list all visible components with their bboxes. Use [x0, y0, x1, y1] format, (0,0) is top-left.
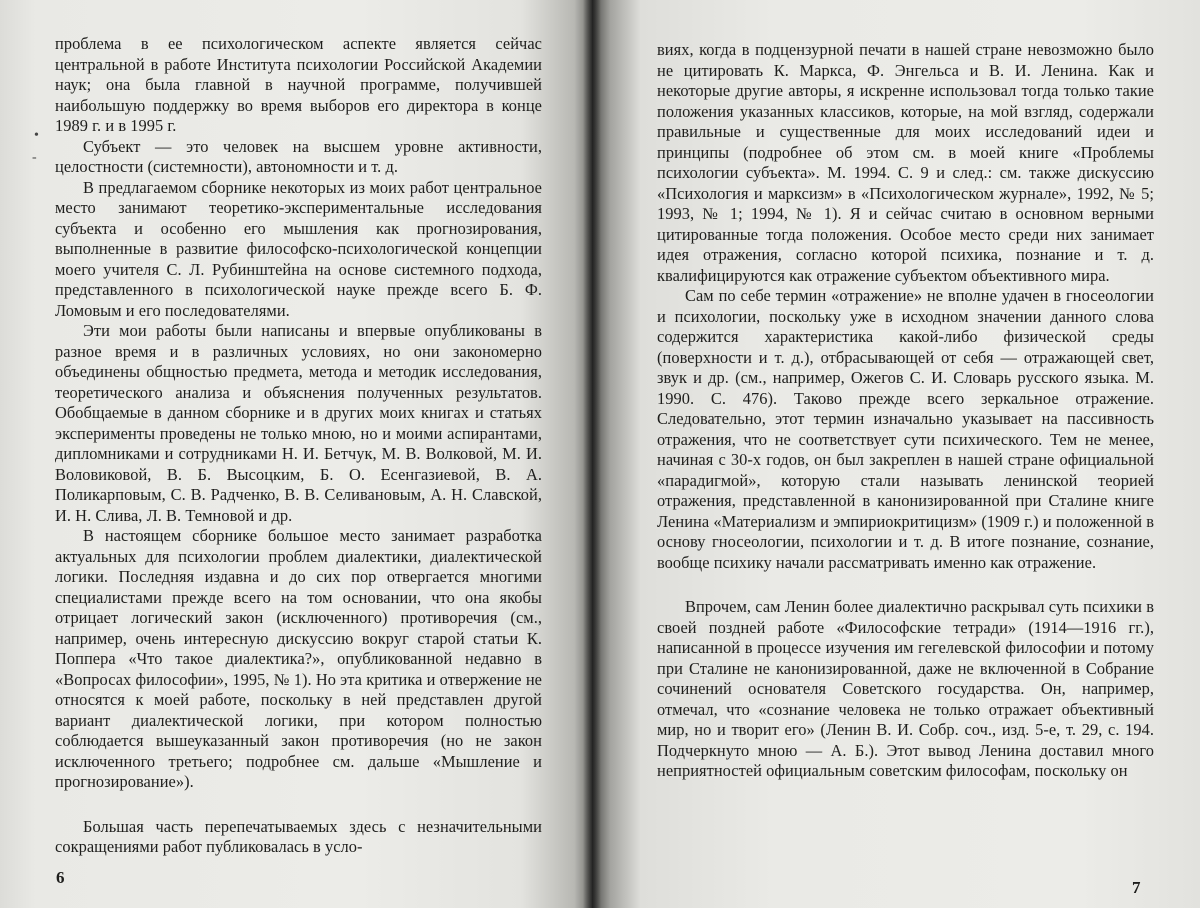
- paragraph: Субъект — это человек на высшем уровне активности, целостности (системности), автономности и т. д.: [55, 136, 542, 176]
- page-number: 6: [56, 868, 65, 887]
- paragraph: Эти мои работы были написаны и впервые опубликованы в разное время и в различных условиях, но они закономерно объединены общностью предмета, метода и методик исследования, теоретического анализа и объяснения полученных результатов. Обобщаемые в данном сборнике и в других моих книгах и статьях эксперименты проведены не только мною, но и моими аспирантами, дипломниками и сотрудниками Н. И. Бетчук, М. В. Волковой, М. И. Воловиковой, В. Б. Высоцким, Б. О. Есенгазиевой, В. А. Поликарповым, С. В. Радченко, В. В. Селивановым, А. Н. Славской, И. Н. Слива, Л. В. Темновой и др.: [55, 321, 542, 525]
- paragraph: Сам по себе термин «отражение» не вполне удачен в гносеологии и психологии, поскольку уже в исходном значении данного слова содержится характеристика какой-либо физической среды (поверхности и т. д.), отбрасывающей от себя — отражающей свет, звук и др. (см., например, Ожегов С. И. Словарь русского языка. М. 1990. С. 476). Таково прежде всего зеркальное отражение. Следовательно, этот термин изначально указывает на пассивность отражения, что не соответствует сути психического. Тем не менее, начиная с 30-х годов, он был закреплен в нашей стране официальной «парадигмой», которую стали называть ленинской теорией отражения, представленной в канонизированной при Сталине книге Ленина «Материализм и эмпириокритицизм» (1909 г.) и положенной в основу гносеологии, психологии и т. д. В итоге познание, сознание, вообще психику начали рассматривать именно как отражение.: [657, 286, 1154, 572]
- paragraph: В настоящем сборнике большое место занимает разработка актуальных для психологии проблем диалектики, диалектической логики. Последняя издавна и до сих пор отвергается многими специалистами прежде всего на том основании, что она якобы отрицает логический закон (исключенного) противоречия (см., например, очень интересную дискуссию вокруг старой статьи К. Поппера «Что такое диалектика?», опубликованной недавно в «Вопросах философии», 1995, № 1). Но эта критика и отвержение не относятся к моей работе, поскольку в ней представлен другой вариант диалектической логики, при котором полностью соблюдается вышеуказанный закон противоречия (но не закон исключенного третьего; подробнее см. дальше «Мышление и прогнозирование»).: [55, 526, 542, 791]
- book-gutter: [583, 0, 601, 908]
- right-page-text: [657, 40, 1154, 782]
- paragraph: Большая часть перепечатываемых здесь с незначительными сокращениями работ публиковалась в усло-: [55, 816, 542, 856]
- paragraph: Впрочем, сам Ленин более диалектично раскрывал суть психики в своей поздней работе «Философские тетради» (1914—1916 гг.), написанной в процессе изучения им гегелевской философии и потому при Сталине не канонизированной, даже не включенной в Собрание сочинений основателя Советского государства. Он, например, отмечал, что «сознание человека не только отражает объективный мир, но и творит его» (Ленин В. И. Собр. соч., изд. 5-е, т. 29, с. 194. Подчеркнуто мною — А. Б.). Этот вывод Ленина доставил много неприятностей официальным советским философам, поскольку он: [657, 597, 1154, 780]
- left-page: [0, 0, 592, 908]
- left-page-text: [55, 34, 542, 858]
- paragraph: проблема в ее психологическом аспекте является сейчас центральной в работе Института психологии Российской Академии наук; она была главной в научной программе, получившей наибольшую поддержку во время выборов его директора в конце 1989 г. и в 1995 г.: [55, 34, 542, 135]
- paragraph: виях, когда в подцензурной печати в нашей стране невозможно было не цитировать К. Маркса, Ф. Энгельса и В. И. Ленина. Как и некоторые другие авторы, я искренне использовал тогда только такие положения указанных классиков, которые, на мой взгляд, содержали правильные и существенные для моих исследований идеи и принципы (подробнее об этом см. в моей книге «Проблемы психологии субъекта». М. 1994. С. 9 и след.: см. также дискуссию «Психология и марксизм» в «Психологическом журнале», 1992, № 5; 1993, № 1; 1994, № 1). Я и сейчас считаю в основном верными цитированные тогда положения. Особое место среди них занимает идея отражения, согласно которой психика, познание и т. д. квалифицируются как отражение субъектом объективного мира.: [657, 40, 1154, 285]
- margin-mark: •: [34, 128, 39, 143]
- margin-mark: -: [32, 150, 37, 165]
- paragraph: В предлагаемом сборнике некоторых из моих работ центральное место занимают теоретико-экспериментальные исследования субъекта и особенно его мышления как прогнозирования, выполненные в развитие философско-психологической концепции моего учителя С. Л. Рубинштейна на основе системного подхода, представленного в психологической науке прежде всего Б. Ф. Ломовым и его последователями.: [55, 177, 542, 320]
- page-number: 7: [1132, 878, 1141, 897]
- right-page: [592, 0, 1200, 908]
